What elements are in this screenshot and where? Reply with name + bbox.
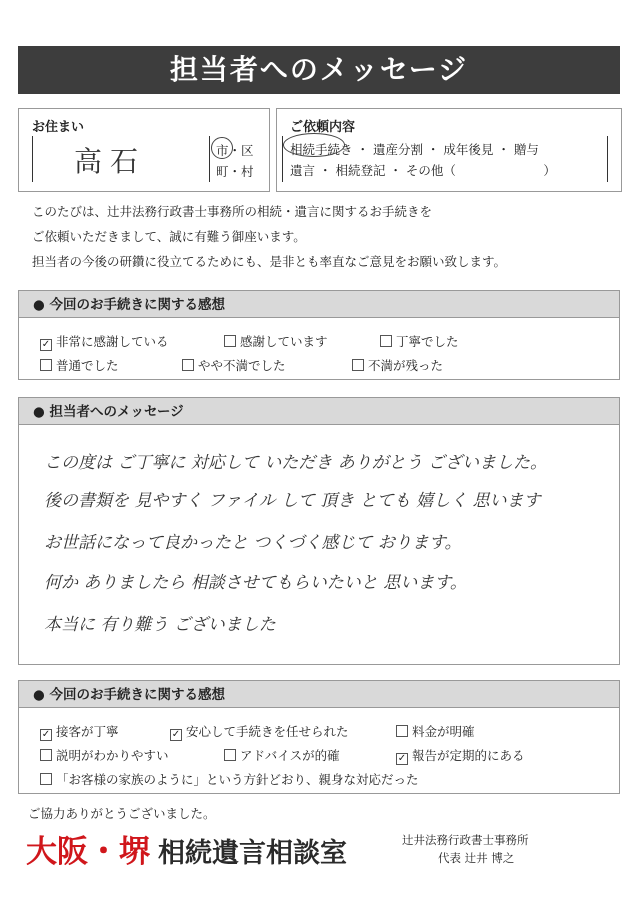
- checkbox-icon[interactable]: [224, 749, 236, 761]
- intro-line-2: ご依頼いただきまして、誠に有難う御座います。: [32, 229, 306, 244]
- option-family-like[interactable]: 「お客様の家族のように」という方針どおり、親身な対応だった: [40, 770, 419, 788]
- message-line-5: 本当に 有り難う ございました: [44, 615, 276, 635]
- intro-line-3: 担当者の今後の研鑽に役立てるためにも、是非とも率直なご意見をお願い致します。: [32, 254, 507, 269]
- option-dissatisfied[interactable]: 不満が残った: [352, 356, 443, 374]
- checkbox-icon[interactable]: [224, 335, 236, 347]
- message-line-4: 何か ありましたら 相談させてもらいたいと 思います。: [44, 573, 467, 593]
- checkbox-icon[interactable]: [396, 725, 408, 737]
- option-polite-service[interactable]: ✓ 接客が丁寧: [41, 724, 119, 740]
- footer-thanks: ご協力ありがとうございました。: [28, 806, 216, 821]
- brand-logo: [26, 826, 347, 871]
- address-label: お住まい: [32, 120, 85, 135]
- office-name: 辻井法務行政書士事務所: [402, 833, 529, 847]
- option-reassured[interactable]: ✓ 安心して手続きを任せられた: [171, 724, 349, 740]
- checkbox-checked-icon[interactable]: ✓: [41, 339, 51, 350]
- message-line-1: この度は ご丁寧に 対応して いただき ありがとう ございました。: [44, 453, 548, 473]
- message-line-3: お世話になって良かったと つくづく感じて おります。: [44, 533, 462, 553]
- checkbox-icon[interactable]: [182, 359, 194, 371]
- request-line-2: 遺言 ・ 相続登記 ・ その他（ ）: [290, 163, 556, 178]
- option-grateful[interactable]: 感謝しています: [224, 332, 328, 350]
- request-line-1: 相続手続き ・ 遺産分割 ・ 成年後見 ・ 贈与: [290, 142, 539, 157]
- representative-name: 代表 辻井 博之: [438, 851, 515, 865]
- checkbox-icon[interactable]: [40, 359, 52, 371]
- checkbox-icon[interactable]: [352, 359, 364, 371]
- checkbox-checked-icon[interactable]: ✓: [171, 729, 181, 740]
- option-regular-reports[interactable]: ✓ 報告が定期的にある: [397, 748, 525, 764]
- checkbox-checked-icon[interactable]: ✓: [41, 729, 51, 740]
- circle-mark-icon: [283, 133, 345, 157]
- option-very-grateful[interactable]: ✓ 非常に感謝している: [41, 334, 169, 350]
- option-clear-fees[interactable]: 料金が明確: [396, 722, 475, 740]
- option-accurate-advice[interactable]: アドバイスが的確: [224, 746, 340, 764]
- checkbox-icon[interactable]: [380, 335, 392, 347]
- message-line-2: 後の書類を 見やすく ファイル して 頂き とても 嬉しく 思います: [44, 491, 541, 511]
- address-option-town: 町・村: [216, 164, 254, 179]
- brand-name-dark: 相続遺言相談室: [158, 838, 347, 869]
- option-slightly-dissatisfied[interactable]: やや不満でした: [182, 356, 286, 374]
- section-impression2-heading: ● 今回のお手続きに関する感想: [18, 680, 620, 708]
- option-normal[interactable]: 普通でした: [40, 356, 119, 374]
- address-option-city: 市・区: [216, 143, 254, 158]
- circle-mark-icon: [211, 137, 233, 159]
- checkbox-icon[interactable]: [40, 773, 52, 785]
- checkbox-checked-icon[interactable]: ✓: [397, 753, 407, 764]
- request-label: ご依頼内容: [290, 120, 356, 135]
- intro-line-1: このたびは、辻井法務行政書士事務所の相続・遺言に関するお手続きを: [32, 204, 433, 219]
- section-impression-heading: ● 今回のお手続きに関する感想: [18, 290, 620, 318]
- section-message-heading: ● 担当者へのメッセージ: [18, 397, 620, 425]
- option-polite[interactable]: 丁寧でした: [380, 332, 459, 350]
- page-title: 担当者へのメッセージ: [18, 46, 620, 94]
- address-city: 高石: [74, 145, 147, 178]
- checkbox-icon[interactable]: [40, 749, 52, 761]
- brand-name-red: 大阪・堺: [26, 834, 150, 870]
- option-clear-explanation[interactable]: 説明がわかりやすい: [40, 746, 169, 764]
